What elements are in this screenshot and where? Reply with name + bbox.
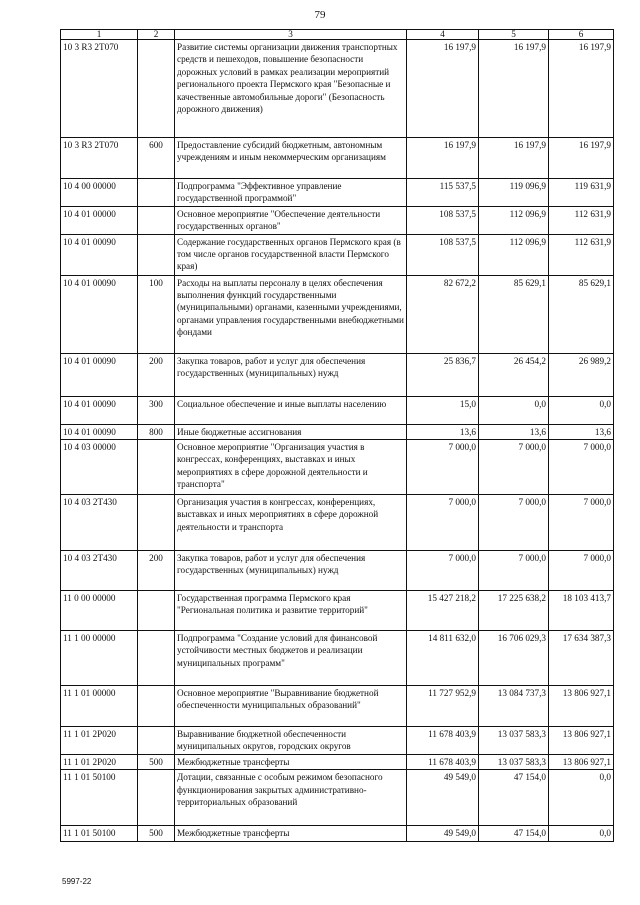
- amount-cell-col6: 0,0: [549, 770, 614, 826]
- item-name-cell: Основное мероприятие "Обеспечение деятельности государственных органов": [175, 206, 407, 234]
- item-name-cell: Закупка товаров, работ и услуг для обеспечения государственных (муниципальных) нужд: [175, 551, 407, 591]
- amount-cell-col4: 11 678 403,9: [407, 727, 479, 755]
- amount-cell-col4: 13,6: [407, 424, 479, 439]
- amount-cell-col6: 13 806 927,1: [549, 755, 614, 770]
- amount-cell-col6: 0,0: [549, 826, 614, 841]
- target-code-cell: 10 4 03 2T430: [61, 495, 138, 551]
- target-code-cell: 10 3 R3 2T070: [61, 40, 138, 138]
- amount-cell-col5: 13 084 737,3: [479, 686, 549, 727]
- column-header: 2: [138, 30, 175, 40]
- target-code-cell: 10 4 03 00000: [61, 440, 138, 495]
- table-row: [61, 591, 614, 631]
- expense-kind-cell: [138, 591, 175, 631]
- target-code-cell: 11 1 01 2P020: [61, 727, 138, 755]
- expense-kind-cell: [138, 686, 175, 727]
- table-row: [61, 686, 614, 727]
- target-code-cell: 11 1 01 00000: [61, 686, 138, 727]
- item-name-cell: Организация участия в конгрессах, конференциях, выставках и иных мероприятиях в сфере дорожной деятельности и транспорта: [175, 495, 407, 551]
- item-name-cell: Развитие системы организации движения транспортных средств и пешеходов, повышение безопасности дорожных условий в рамках реализации мероприятий регионального проекта Пермского края "Безопасные и качественные автомобильные дороги" (Безопасность дорожного движения): [175, 40, 407, 138]
- item-name-cell: Государственная программа Пермского края "Региональная политика и развитие территорий": [175, 591, 407, 631]
- expense-kind-cell: [138, 495, 175, 551]
- amount-cell-col5: 26 454,2: [479, 353, 549, 396]
- item-name-cell: Содержание государственных органов Пермского края (в том числе органов государственной власти Пермского края): [175, 234, 407, 275]
- item-name-cell: Выравнивание бюджетной обеспеченности муниципальных округов, городских округов: [175, 727, 407, 755]
- amount-cell-col4: 16 197,9: [407, 138, 479, 179]
- target-code-cell: 10 4 00 00000: [61, 179, 138, 207]
- item-name-cell: Подпрограмма "Эффективное управление государственной программой": [175, 179, 407, 207]
- amount-cell-col6: 7 000,0: [549, 440, 614, 495]
- amount-cell-col4: 82 672,2: [407, 275, 479, 353]
- column-header: 6: [549, 30, 614, 40]
- table-row: [61, 138, 614, 179]
- amount-cell-col4: 108 537,5: [407, 206, 479, 234]
- item-name-cell: Межбюджетные трансферты: [175, 755, 407, 770]
- target-code-cell: 10 4 01 00000: [61, 206, 138, 234]
- table-row: [61, 275, 614, 353]
- table-row: [61, 826, 614, 841]
- amount-cell-col5: 16 197,9: [479, 40, 549, 138]
- page-number: 79: [314, 9, 326, 21]
- target-code-cell: 10 4 01 00090: [61, 424, 138, 439]
- table-row: [61, 770, 614, 826]
- amount-cell-col4: 7 000,0: [407, 495, 479, 551]
- amount-cell-col4: 15 427 218,2: [407, 591, 479, 631]
- target-code-cell: 10 4 01 00090: [61, 275, 138, 353]
- amount-cell-col6: 17 634 387,3: [549, 631, 614, 686]
- expense-kind-cell: [138, 40, 175, 138]
- item-name-cell: Межбюджетные трансферты: [175, 826, 407, 841]
- table-row: [61, 755, 614, 770]
- item-name-cell: Иные бюджетные ассигнования: [175, 424, 407, 439]
- item-name-cell: Расходы на выплаты персоналу в целях обеспечения выполнения функций государственными (муниципальными) органами, казенными учреждениями, органами управления государственными внебюджетными фондами: [175, 275, 407, 353]
- target-code-cell: 11 1 01 50100: [61, 826, 138, 841]
- expense-kind-cell: [138, 179, 175, 207]
- column-header: 5: [479, 30, 549, 40]
- table-row: [61, 551, 614, 591]
- amount-cell-col6: 13,6: [549, 424, 614, 439]
- amount-cell-col5: 112 096,9: [479, 234, 549, 275]
- target-code-cell: 10 4 03 2T430: [61, 551, 138, 591]
- item-name-cell: Подпрограмма "Создание условий для финансовой устойчивости местных бюджетов и реализации муниципальных программ": [175, 631, 407, 686]
- item-name-cell: Предоставление субсидий бюджетным, автономным учреждениям и иным некоммерческим организациям: [175, 138, 407, 179]
- table-row: [61, 424, 614, 439]
- item-name-cell: Основное мероприятие "Выравнивание бюджетной обеспеченности муниципальных образований": [175, 686, 407, 727]
- amount-cell-col6: 13 806 927,1: [549, 727, 614, 755]
- table-row: [61, 206, 614, 234]
- amount-cell-col5: 0,0: [479, 396, 549, 424]
- amount-cell-col6: 119 631,9: [549, 179, 614, 207]
- amount-cell-col6: 7 000,0: [549, 495, 614, 551]
- target-code-cell: 10 4 01 00090: [61, 234, 138, 275]
- amount-cell-col4: 15,0: [407, 396, 479, 424]
- column-header: 3: [175, 30, 407, 40]
- item-name-cell: Основное мероприятие "Организация участия в конгрессах, конференциях, выставках и иных мероприятиях в сфере дорожной деятельности и транспорта": [175, 440, 407, 495]
- table-row: [61, 727, 614, 755]
- amount-cell-col6: 7 000,0: [549, 551, 614, 591]
- amount-cell-col4: 115 537,5: [407, 179, 479, 207]
- expense-kind-cell: 600: [138, 138, 175, 179]
- target-code-cell: 11 1 00 00000: [61, 631, 138, 686]
- expense-kind-cell: 800: [138, 424, 175, 439]
- amount-cell-col6: 16 197,9: [549, 40, 614, 138]
- amount-cell-col5: 16 197,9: [479, 138, 549, 179]
- column-header: 4: [407, 30, 479, 40]
- amount-cell-col4: 49 549,0: [407, 826, 479, 841]
- table-row: [61, 353, 614, 396]
- amount-cell-col5: 16 706 029,3: [479, 631, 549, 686]
- amount-cell-col4: 11 678 403,9: [407, 755, 479, 770]
- table-row: [61, 396, 614, 424]
- amount-cell-col4: 25 836,7: [407, 353, 479, 396]
- amount-cell-col5: 7 000,0: [479, 495, 549, 551]
- amount-cell-col6: 112 631,9: [549, 206, 614, 234]
- amount-cell-col6: 0,0: [549, 396, 614, 424]
- table-row: [61, 495, 614, 551]
- expense-kind-cell: 500: [138, 826, 175, 841]
- amount-cell-col4: 7 000,0: [407, 440, 479, 495]
- amount-cell-col6: 16 197,9: [549, 138, 614, 179]
- item-name-cell: Дотации, связанные с особым режимом безопасного функционирования закрытых административно-территориальных образований: [175, 770, 407, 826]
- expense-kind-cell: 300: [138, 396, 175, 424]
- column-header: 1: [61, 30, 138, 40]
- amount-cell-col4: 16 197,9: [407, 40, 479, 138]
- item-name-cell: Закупка товаров, работ и услуг для обеспечения государственных (муниципальных) нужд: [175, 353, 407, 396]
- expense-kind-cell: [138, 234, 175, 275]
- expense-kind-cell: 500: [138, 755, 175, 770]
- amount-cell-col6: 18 103 413,7: [549, 591, 614, 631]
- target-code-cell: 10 4 01 00090: [61, 396, 138, 424]
- table-row: [61, 631, 614, 686]
- item-name-cell: Социальное обеспечение и иные выплаты населению: [175, 396, 407, 424]
- amount-cell-col6: 112 631,9: [549, 234, 614, 275]
- amount-cell-col5: 7 000,0: [479, 551, 549, 591]
- amount-cell-col5: 7 000,0: [479, 440, 549, 495]
- target-code-cell: 11 0 00 00000: [61, 591, 138, 631]
- amount-cell-col4: 108 537,5: [407, 234, 479, 275]
- expense-kind-cell: 100: [138, 275, 175, 353]
- expense-kind-cell: [138, 440, 175, 495]
- amount-cell-col5: 13 037 583,3: [479, 755, 549, 770]
- column-number-row: [61, 30, 614, 40]
- target-code-cell: 10 3 R3 2T070: [61, 138, 138, 179]
- expense-kind-cell: [138, 770, 175, 826]
- amount-cell-col6: 13 806 927,1: [549, 686, 614, 727]
- amount-cell-col5: 112 096,9: [479, 206, 549, 234]
- expense-kind-cell: [138, 727, 175, 755]
- table-row: [61, 234, 614, 275]
- amount-cell-col5: 17 225 638,2: [479, 591, 549, 631]
- expense-kind-cell: [138, 206, 175, 234]
- amount-cell-col5: 47 154,0: [479, 770, 549, 826]
- target-code-cell: 10 4 01 00090: [61, 353, 138, 396]
- amount-cell-col5: 47 154,0: [479, 826, 549, 841]
- amount-cell-col4: 49 549,0: [407, 770, 479, 826]
- table-row: [61, 179, 614, 207]
- amount-cell-col5: 119 096,9: [479, 179, 549, 207]
- document-code: 5997-22: [62, 877, 92, 886]
- target-code-cell: 11 1 01 2P020: [61, 755, 138, 770]
- expense-kind-cell: [138, 631, 175, 686]
- table-row: [61, 440, 614, 495]
- amount-cell-col4: 11 727 952,9: [407, 686, 479, 727]
- budget-table: [60, 29, 614, 842]
- amount-cell-col4: 14 811 632,0: [407, 631, 479, 686]
- amount-cell-col6: 85 629,1: [549, 275, 614, 353]
- expense-kind-cell: 200: [138, 353, 175, 396]
- amount-cell-col5: 13 037 583,3: [479, 727, 549, 755]
- amount-cell-col5: 85 629,1: [479, 275, 549, 353]
- amount-cell-col5: 13,6: [479, 424, 549, 439]
- target-code-cell: 11 1 01 50100: [61, 770, 138, 826]
- amount-cell-col6: 26 989,2: [549, 353, 614, 396]
- table-row: [61, 40, 614, 138]
- amount-cell-col4: 7 000,0: [407, 551, 479, 591]
- expense-kind-cell: 200: [138, 551, 175, 591]
